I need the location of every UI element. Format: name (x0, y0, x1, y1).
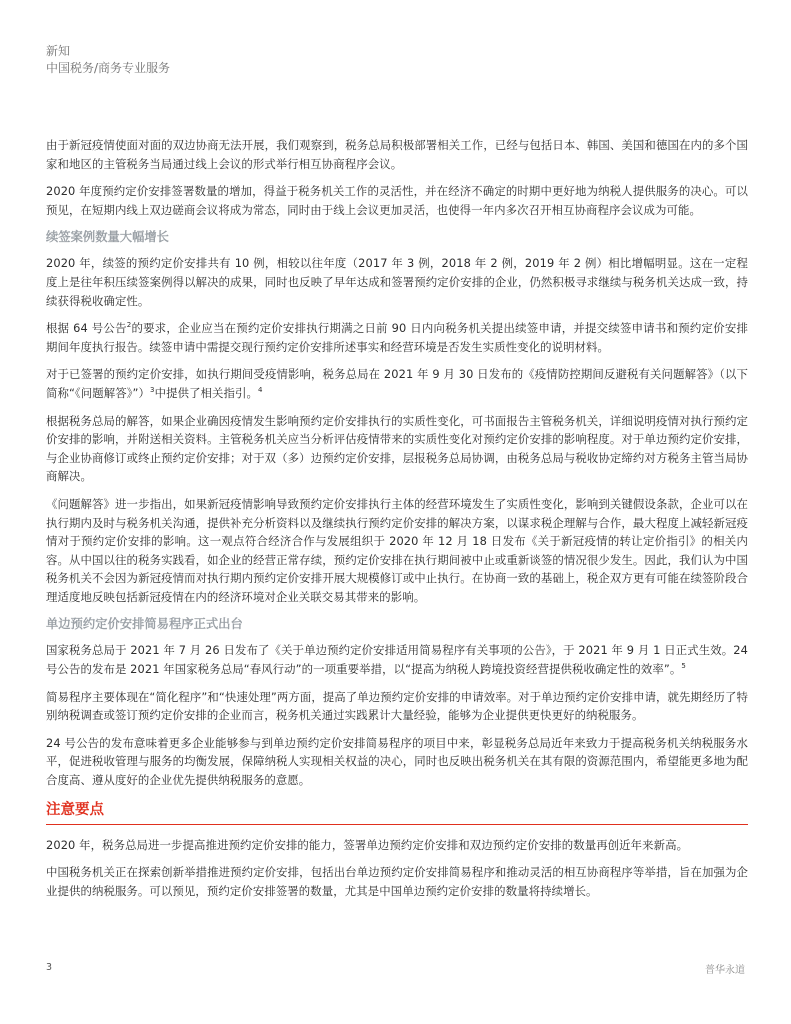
notice-heading: 注意要点 (46, 801, 104, 818)
brand-name: 普华永道 (705, 965, 745, 976)
paragraph: 《问题解答》进一步指出，如果新冠疫情影响导致预约定价安排执行主体的经营环境发生了实质性变化，影响到关键假设条款，企业可以在执行期内及时与税务机关沟通，提供补充分析资料以及继续执行预约定价安排的解决方案，以谋求税企理解与合作，最大程度上减轻新冠疫情对于预约定价安排的影响。这一观点符合经济合作与发展组织于 2020 年 12 月 18 日发布《关于新冠疫情的转让定价指引》的相关内容。从中国以往的税务实践看，如企业的经营正常存续，预约定价安排在执行期间被中止或重新谈签的情况很少发生。因此，我们认为中国税务机关不会因为新冠疫情而对执行期内预约定价安排开展大规模修订或中止执行。在协商一致的基础上，税企双方更有可能在续签阶段合理适度地反映包括新冠疫情在内的经济环境对企业关联交易其带来的影响。 (46, 496, 748, 604)
paragraph-text: 的要求，企业应当在预约定价安排执行期满之日前 90 日内向税务机关提出续签申请，并提交续签申请书和预约定价安排期间年度执行报告。续签申请中需提交现行预约定价安排所述事实和经营环境是否发生实质性变化的说明材料。 (46, 321, 748, 354)
footnote-ref: 3 (150, 386, 155, 395)
paragraph: 中国税务机关正在探索创新举措推进预约定价安排，包括出台单边预约定价安排简易程序和推动灵活的相互协商程序等举措，旨在加强为企业提供的纳税服务。可以预见，预约定价安排签署的数量，尤其是中国单边预约定价安排的数量将持续增长。 (46, 865, 748, 898)
paragraph-text: 中提供了相关指引。 (154, 385, 259, 400)
paragraph-text: 根据 64 号公告 (46, 321, 127, 336)
header-publication: 新知 (46, 44, 71, 58)
paragraph: 2020 年，税务总局进一步提高推进预约定价安排的能力，签署单边预约定价安排和双边预约定价安排的数量再创近年来新高。 (46, 837, 689, 852)
footnote-ref: 4 (258, 386, 263, 395)
paragraph: 根据税务总局的解答，如果企业确因疫情发生影响预约定价安排执行的实质性变化，可书面报告主管税务机关，详细说明疫情对执行预约定价安排的影响，并附送相关资料。主管税务机关应当分析评估疫情带来的实质性变化对预约定价安排的影响程度。对于单边预约定价安排，与企业协商修订或终止预约定价安排；对于双（多）边预约定价安排，层报税务总局协调，由税务总局与税收协定缔约对方税务主管当局协商解决。 (46, 413, 748, 484)
paragraph: 由于新冠疫情使面对面的双边协商无法开展，我们观察到，税务总局积极部署相关工作，已经与包括日本、韩国、美国和德国在内的多个国家和地区的主管税务当局通过线上会议的形式举行相互协商程序会议。 (46, 138, 748, 171)
paragraph: 2020 年，续签的预约定价安排共有 10 例，相较以往年度（2017 年 3 例，2018 年 2 例，2019 年 2 例）相比增幅明显。这在一定程度上是往年积压续签案例得以解决的成果，同时也反映了早年达成和签署预约定价安排的企业，仍然积极寻求继续与税务机关达成一致，持续获得税收确定性。 (46, 256, 748, 308)
paragraph: 简易程序主要体现在“简化程序”和“快速处理”两方面，提高了单边预约定价安排的申请效率。对于单边预约定价安排申请，就先期经历了特别纳税调查或签订预约定价安排的企业而言，税务机关通过实践累计大量经验，能够为企业提供更快更好的纳税服务。 (46, 689, 748, 723)
section-heading-renewal: 续签案例数量大幅增长 (46, 230, 169, 245)
paragraph (46, 319, 748, 356)
notice-section-header (46, 799, 748, 825)
footnote-ref: 2 (126, 321, 132, 330)
paragraph-text: 对于已签署的预约定价安排，如执行期间受疫情影响，税务总局在 2021 年 9 月 30 日发布的《疫情防控期间反避税有关问题解答》（以下简称“《问题解答》”） (46, 367, 748, 400)
header-subtitle: 中国税务/商务专业服务 (46, 61, 171, 75)
paragraph (46, 365, 748, 402)
section-divider (46, 824, 748, 825)
article-body (46, 136, 748, 909)
page-header (46, 43, 170, 77)
paragraph: 2020 年度预约定价安排签署数量的增加，得益于税务机关工作的灵活性，并在经济不确定的时期中更好地为纳税人提供服务的决心。可以预见，在短期内线上双边磋商会议将成为常态，同时由于线上会议更加灵活，也使得一年内多次召开相互协商程序会议成为可能。 (46, 184, 748, 217)
paragraph: 24 号公告的发布意味着更多企业能够参与到单边预约定价安排简易程序的项目中来，彰显税务总局近年来致力于提高税务机关纳税服务水平，促进税收管理与服务的均衡发展，保障纳税人实现相关权益的决心，同时也反映出税务机关在其有限的资源范围内，希望能更多地为配合度高、遵从度好的企业优先提供纳税服务的意愿。 (46, 735, 748, 788)
paragraph (46, 641, 748, 678)
section-heading-simplified-procedure: 单边预约定价安排简易程序正式出台 (46, 617, 243, 632)
paragraph-text: 国家税务总局于 2021 年 7 月 26 日发布了《关于单边预约定价安排适用简易程序有关事项的公告》，于 2021 年 9 月 1 日正式生效。24 号公告的发布是 2021 年国家税务总局“春风行动”的一项重要举措，以“提高为纳税人跨境投资经营提供税收确定性的效率”。 (46, 643, 748, 677)
footnote-ref: 5 (681, 662, 686, 671)
page-number: 3 (46, 962, 53, 973)
